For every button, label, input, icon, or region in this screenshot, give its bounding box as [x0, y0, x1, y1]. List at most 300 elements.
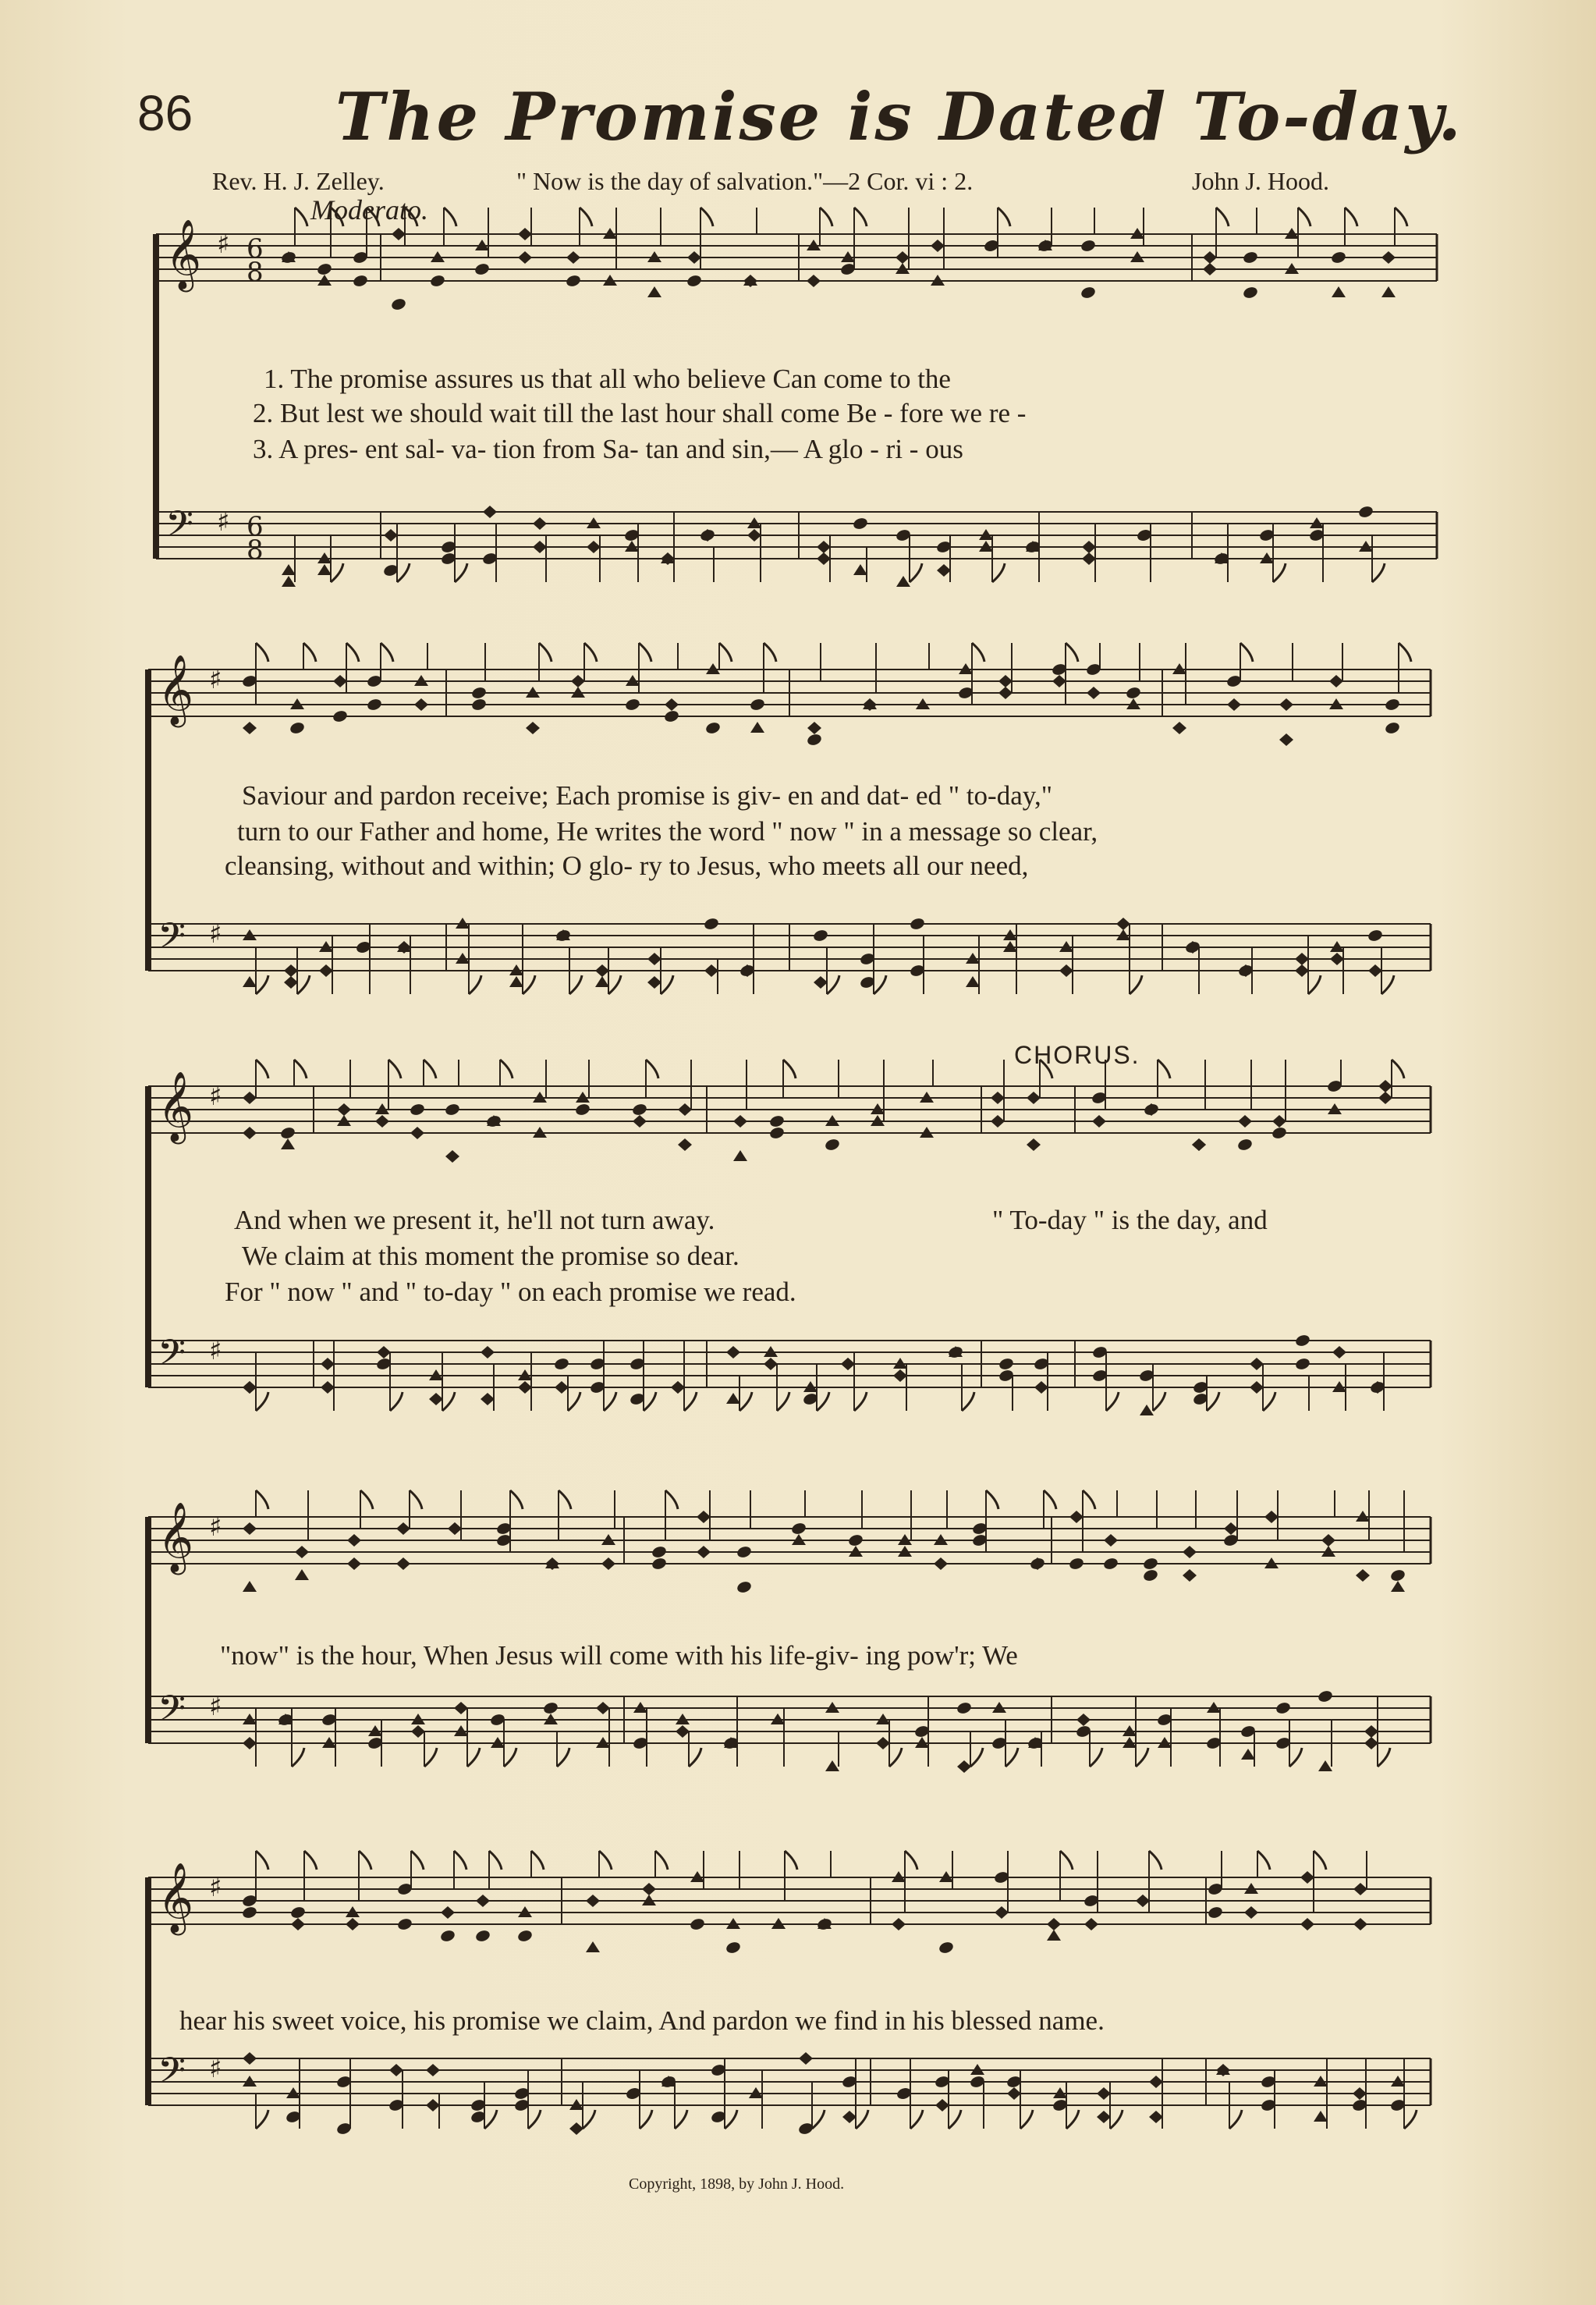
note-flag	[827, 975, 839, 994]
note-head	[1142, 1557, 1158, 1571]
lyric-line: For " now " and " to-day " on each promise we read.	[225, 1277, 796, 1307]
note-head	[812, 929, 828, 943]
note-head	[1059, 964, 1073, 977]
note-head	[481, 1393, 495, 1405]
note-flag	[1392, 1060, 1404, 1078]
note-head	[409, 1103, 425, 1117]
note-head	[1264, 1511, 1279, 1523]
note-flag	[411, 1851, 424, 1870]
note-head	[346, 1918, 360, 1930]
note-head	[1381, 286, 1396, 297]
note-head	[966, 976, 980, 987]
note-head	[410, 1127, 424, 1139]
note-head	[470, 686, 487, 700]
note-head	[426, 2099, 440, 2111]
treble-clef: 𝄞	[158, 1502, 194, 1572]
treble-clef: 𝄞	[158, 1071, 194, 1142]
note-flag	[785, 1851, 797, 1870]
note-flag	[970, 1748, 983, 1767]
note-head	[1236, 1138, 1253, 1152]
page-number: 86	[137, 85, 193, 141]
note-head	[647, 286, 661, 297]
note-head	[790, 1522, 807, 1536]
note-head	[574, 1103, 591, 1117]
note-head	[1203, 263, 1217, 275]
note-head	[571, 675, 585, 687]
lyric-line: 2. But lest we should wait till the last hour shall come Be - fore we re -	[253, 398, 1027, 428]
note-flag	[1381, 975, 1394, 994]
lyric-line: 1. The promise assures us that all who believe Can come to the	[264, 364, 951, 394]
note-flag	[559, 1490, 571, 1509]
note-head	[947, 1345, 963, 1359]
note-head	[284, 964, 298, 977]
note-head	[1332, 1346, 1346, 1358]
note-flag	[410, 1490, 422, 1509]
note-head	[1047, 1918, 1061, 1930]
note-head	[476, 1895, 490, 1907]
note-head	[1250, 1381, 1264, 1394]
note-head	[704, 721, 721, 735]
note-flag	[972, 643, 984, 662]
note-head	[1116, 918, 1130, 930]
note-flag	[905, 1851, 917, 1870]
note-flag	[256, 1490, 268, 1509]
key-signature-sharp: ♯	[209, 1081, 222, 1112]
key-signature-sharp: ♯	[209, 1691, 222, 1722]
note-head	[243, 1581, 257, 1592]
note-flag	[655, 1851, 668, 1870]
note-flag	[489, 1851, 502, 1870]
note-head	[426, 2064, 440, 2076]
note-head	[1329, 675, 1343, 687]
note-head	[1092, 1115, 1106, 1128]
note-flag	[292, 1748, 304, 1767]
note-head	[396, 1522, 410, 1535]
note-head	[1207, 1905, 1223, 1920]
scripture-reference: " Now is the day of salvation."—2 Cor. vi : 2.	[516, 167, 974, 195]
note-head	[935, 2099, 949, 2111]
note-head	[569, 2122, 583, 2135]
note-head	[1241, 1749, 1255, 1760]
note-head	[1364, 1737, 1378, 1749]
note-flag	[986, 1490, 998, 1509]
note-flag	[1308, 975, 1321, 994]
note-head	[1368, 964, 1382, 977]
note-head	[1330, 250, 1346, 265]
note-head	[1250, 1358, 1264, 1370]
note-flag	[665, 1490, 678, 1509]
note-head	[1364, 1725, 1378, 1738]
note-flag	[584, 643, 597, 662]
lyric-line: 3. A pres- ent sal- va- tion from Sa- tan and sin,— A glo - ri - ous	[253, 434, 963, 464]
note-flag	[700, 208, 713, 226]
note-head	[847, 1533, 864, 1547]
note-head	[747, 529, 761, 542]
note-head	[624, 698, 640, 712]
note-flag	[1229, 2110, 1242, 2129]
note-head	[321, 1358, 335, 1370]
note-head	[1082, 541, 1096, 553]
note-head	[1295, 953, 1309, 965]
note-head	[697, 1511, 711, 1523]
copyright-notice: Copyright, 1898, by John J. Hood.	[629, 2175, 845, 2193]
note-head	[473, 262, 490, 276]
time-signature-bottom: 8	[246, 535, 264, 566]
note-head	[1104, 1534, 1118, 1547]
note-head	[896, 251, 910, 264]
note-head	[396, 1557, 410, 1570]
note-flag	[604, 1392, 616, 1411]
note-head	[586, 1895, 600, 1907]
note-flag	[874, 975, 886, 994]
note-flag	[689, 1748, 701, 1767]
note-head	[687, 251, 701, 264]
note-head	[565, 274, 581, 288]
note-flag	[531, 1851, 544, 1870]
note-head	[243, 2052, 257, 2065]
note-head	[817, 541, 831, 553]
note-head	[1332, 286, 1346, 297]
note-flag	[1240, 643, 1253, 662]
treble-clef: 𝄞	[165, 219, 202, 289]
note-head	[1052, 675, 1066, 687]
note-head	[814, 976, 828, 989]
note-head	[1172, 722, 1186, 734]
note-flag	[528, 2110, 541, 2129]
note-head	[1300, 1918, 1314, 1930]
note-head	[1047, 1930, 1061, 1941]
note-flag	[1289, 1748, 1302, 1767]
note-head	[596, 1702, 610, 1714]
note-head	[1076, 1714, 1091, 1726]
note-head	[587, 541, 601, 553]
note-head	[957, 1760, 971, 1773]
note-head	[1330, 953, 1344, 965]
note-flag	[1020, 2110, 1033, 2129]
note-head	[956, 1701, 972, 1715]
note-head	[319, 964, 333, 977]
note-flag	[256, 1060, 268, 1078]
note-head	[533, 541, 547, 553]
note-flag	[1066, 2110, 1079, 2129]
note-flag	[719, 643, 732, 662]
note-flag	[557, 1748, 569, 1767]
note-head	[1034, 1381, 1048, 1394]
note-flag	[962, 1392, 974, 1411]
note-head	[377, 1346, 391, 1358]
note-head	[1384, 698, 1400, 712]
note-flag	[256, 643, 268, 662]
hymn-title: The Promise is Dated To-day.	[335, 78, 1463, 155]
note-head	[1140, 1405, 1154, 1415]
note-head	[429, 1393, 443, 1405]
note-head	[1275, 1701, 1291, 1715]
note-flag	[294, 1060, 307, 1078]
note-head	[896, 576, 910, 587]
note-head	[1069, 1511, 1084, 1523]
note-head	[483, 506, 497, 518]
note-flag	[467, 1748, 480, 1767]
note-flag	[359, 1851, 371, 1870]
note-flag	[1106, 1392, 1119, 1411]
note-flag	[639, 643, 651, 662]
note-head	[1367, 929, 1383, 943]
note-head	[279, 1126, 296, 1140]
note-flag	[405, 208, 417, 226]
note-head	[807, 275, 821, 287]
note-head	[676, 1725, 690, 1738]
note-head	[995, 1906, 1009, 1919]
note-flag	[1273, 563, 1286, 582]
note-head	[1125, 686, 1141, 700]
note-flag	[992, 563, 1005, 582]
bass-clef: 𝄢	[158, 915, 186, 966]
note-flag	[1372, 563, 1385, 582]
note-head	[1227, 698, 1241, 711]
note-head	[243, 1381, 257, 1394]
note-flag	[817, 1392, 829, 1411]
note-head	[647, 976, 661, 989]
note-head	[243, 976, 257, 987]
note-head	[1271, 1126, 1287, 1140]
note-head	[893, 1369, 907, 1382]
note-head	[526, 722, 540, 734]
note-flag	[455, 563, 467, 582]
time-signature-top: 6	[246, 233, 264, 265]
note-head	[998, 687, 1013, 699]
note-head	[1183, 1569, 1197, 1582]
note-head	[586, 1941, 600, 1952]
note-flag	[725, 2110, 737, 2129]
note-head	[764, 1358, 778, 1370]
note-head	[1317, 1689, 1333, 1703]
note-head	[281, 1138, 295, 1149]
note-flag	[442, 1392, 455, 1411]
note-flag	[568, 1392, 580, 1411]
note-head	[389, 2064, 403, 2076]
note-head	[321, 1381, 335, 1394]
note-head	[1272, 1115, 1286, 1128]
note-flag	[1404, 2110, 1417, 2129]
note-head	[842, 2111, 857, 2123]
note-flag	[1298, 208, 1310, 226]
note-flag	[510, 1490, 523, 1509]
note-head	[1192, 1138, 1206, 1151]
note-head	[1295, 964, 1309, 977]
note-head	[518, 251, 532, 264]
note-head	[1294, 1334, 1310, 1348]
key-signature-sharp: ♯	[209, 664, 222, 695]
note-head	[768, 1114, 785, 1128]
note-head	[347, 1557, 361, 1570]
note-head	[841, 1358, 855, 1370]
note-flag	[424, 1748, 437, 1767]
lyric-line: cleansing, without and within; O glo- ry to Jesus, who meets all our need,	[225, 851, 1029, 881]
note-head	[280, 250, 296, 265]
note-head	[825, 1760, 839, 1771]
note-head	[665, 698, 679, 711]
note-flag	[1130, 975, 1142, 994]
note-head	[1102, 1557, 1119, 1571]
note-head	[704, 964, 718, 977]
note-flag	[367, 208, 379, 226]
note-flag	[1060, 1851, 1073, 1870]
key-signature-sharp: ♯	[209, 1335, 222, 1366]
note-flag	[256, 2110, 268, 2129]
note-flag	[297, 975, 310, 994]
note-head	[991, 1115, 1005, 1128]
note-head	[1097, 2087, 1111, 2100]
note-head	[317, 564, 332, 575]
note-flag	[812, 2110, 825, 2129]
note-flag	[1257, 1851, 1270, 1870]
note-flag	[998, 208, 1010, 226]
note-head	[243, 1522, 257, 1535]
note-head	[243, 1092, 257, 1104]
key-signature-sharp: ♯	[209, 918, 222, 950]
note-head	[1378, 1092, 1392, 1104]
note-head	[749, 698, 765, 712]
lyricist-credit: Rev. H. J. Zelley.	[212, 167, 385, 195]
lyric-line: And when we present it, he'll not turn away.	[234, 1205, 715, 1235]
note-head	[1007, 2087, 1021, 2100]
note-head	[444, 1103, 460, 1117]
note-head	[703, 917, 719, 931]
note-flag	[424, 1060, 436, 1078]
note-flag	[783, 1060, 796, 1078]
note-head	[633, 1115, 647, 1128]
note-head	[1029, 1557, 1045, 1571]
note-head	[736, 1545, 752, 1559]
lyric-line: "now" is the hour, When Jesus will come with his life-giv- ing pow'r; We	[220, 1640, 1018, 1671]
note-head	[663, 709, 679, 723]
note-head	[411, 1725, 425, 1738]
note-head	[686, 274, 702, 288]
note-flag	[331, 563, 343, 582]
note-head	[518, 228, 532, 240]
note-head	[1279, 698, 1293, 711]
note-head	[726, 1393, 740, 1404]
note-head	[347, 1534, 361, 1547]
note-head	[799, 2052, 813, 2065]
note-head	[243, 722, 257, 734]
note-flag	[599, 1851, 612, 1870]
note-head	[631, 1103, 647, 1117]
note-head	[333, 675, 347, 687]
note-head	[485, 1114, 502, 1128]
note-head	[991, 1092, 1005, 1104]
note-head	[282, 564, 296, 575]
note-head	[595, 964, 609, 977]
note-flag	[675, 2110, 687, 2129]
note-head	[824, 1138, 840, 1152]
note-flag	[910, 563, 922, 582]
note-flag	[1378, 1748, 1390, 1767]
note-flag	[454, 1851, 466, 1870]
note-flag	[661, 975, 673, 994]
note-head	[375, 1115, 389, 1128]
note-flag	[1399, 643, 1411, 662]
note-head	[725, 1941, 741, 1955]
note-head	[1314, 2111, 1328, 2122]
note-head	[733, 1115, 747, 1128]
note-flag	[608, 975, 621, 994]
note-head	[651, 1545, 667, 1559]
note-head	[243, 1737, 257, 1749]
key-signature-sharp: ♯	[209, 1511, 222, 1543]
note-flag	[539, 643, 552, 662]
note-head	[1389, 1568, 1406, 1582]
chorus-label: CHORUS.	[1014, 1041, 1140, 1069]
note-flag	[388, 1060, 401, 1078]
note-flag	[390, 1392, 403, 1411]
time-signature-bottom: 8	[246, 257, 264, 288]
note-head	[474, 1929, 491, 1943]
note-head	[295, 1546, 309, 1558]
note-flag	[1136, 1748, 1148, 1767]
note-flag	[397, 563, 410, 582]
note-flag	[256, 1392, 268, 1411]
note-head	[1353, 2087, 1367, 2100]
note-head	[678, 1138, 692, 1151]
bass-clef: 𝄢	[165, 503, 194, 554]
bass-clef: 𝄢	[158, 1688, 186, 1739]
note-head	[938, 1941, 954, 1955]
note-head	[853, 564, 867, 575]
key-signature-sharp: ♯	[217, 506, 230, 538]
note-head	[736, 1580, 752, 1594]
note-head	[396, 1917, 413, 1931]
note-head	[816, 1917, 832, 1931]
lyric-line: turn to our Father and home, He writes the word " now " in a message so clear,	[237, 816, 1098, 847]
note-head	[1384, 721, 1400, 735]
note-head	[931, 240, 945, 252]
note-flag	[304, 1851, 317, 1870]
note-head	[284, 976, 298, 989]
bass-clef: 𝄢	[158, 1332, 186, 1383]
note-head	[1391, 1581, 1405, 1592]
note-head	[750, 722, 764, 733]
note-head	[1149, 2076, 1163, 2088]
time-signature-top: 6	[246, 511, 264, 542]
note-flag	[764, 643, 776, 662]
note-head	[429, 274, 445, 288]
note-head	[689, 1917, 705, 1931]
note-flag	[820, 208, 832, 226]
note-flag	[580, 208, 592, 226]
note-head	[1353, 1918, 1367, 1930]
note-head	[1378, 1080, 1392, 1092]
note-head	[1321, 1534, 1335, 1547]
note-head	[726, 1346, 740, 1358]
note-head	[518, 1381, 532, 1394]
treble-clef: 𝄞	[158, 655, 194, 725]
note-flag	[1207, 1392, 1219, 1411]
lyric-line: Saviour and pardon receive; Each promise is giv- en and dat- ed " to-day,"	[242, 780, 1053, 811]
note-flag	[1314, 1851, 1326, 1870]
key-signature-sharp: ♯	[209, 2053, 222, 2084]
note-flag	[331, 208, 343, 226]
note-head	[1356, 1569, 1370, 1582]
note-head	[651, 1557, 667, 1571]
note-head	[366, 698, 382, 712]
note-head	[1238, 1115, 1252, 1128]
note-head	[998, 675, 1013, 687]
note-flag	[854, 1392, 867, 1411]
note-head	[439, 1929, 456, 1943]
note-flag	[644, 1392, 656, 1411]
note-head	[647, 953, 661, 965]
